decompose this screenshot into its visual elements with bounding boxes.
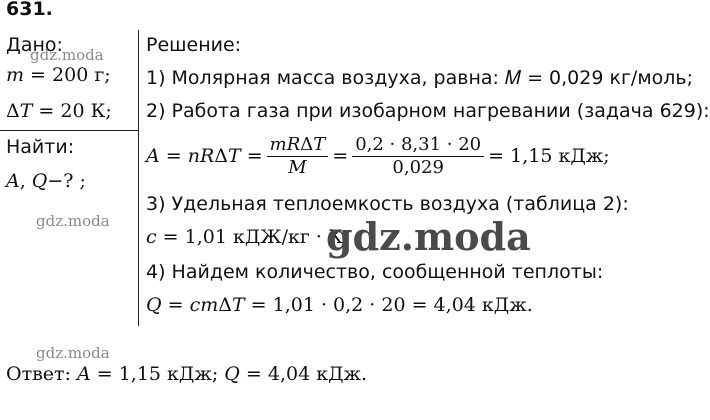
fraction-values-denominator: 0,029 bbox=[392, 156, 444, 178]
fraction-formula-denominator: 𝑀 bbox=[288, 156, 307, 178]
given-mass: 𝑚 = 200 г; bbox=[6, 64, 111, 86]
equation-work-equals: = bbox=[332, 145, 349, 167]
watermark-top: gdz.moda bbox=[30, 46, 104, 64]
equation-heat-capacity: 𝑐 = 1,01 кДЖ/кг · К; bbox=[146, 226, 350, 248]
solution-step-1: 1) Молярная масса воздуха, равна: 𝑀 = 0,029 кг/моль; bbox=[146, 67, 694, 89]
fraction-formula-numerator: 𝑚𝑅Δ𝑇 bbox=[267, 134, 329, 157]
given-heading: Дано: bbox=[6, 34, 63, 56]
fraction-formula bbox=[267, 134, 329, 179]
watermark-center: gdz.moda bbox=[326, 214, 531, 259]
equation-heat: 𝑄 = 𝑐𝑚Δ𝑇 = 1,01 · 0,2 · 20 = 4,04 кДж. bbox=[146, 294, 533, 316]
column-divider bbox=[138, 30, 139, 326]
given-delta-t: Δ𝑇 = 20 К; bbox=[6, 100, 112, 122]
solution-step-3: 3) Удельная теплоемкость воздуха (таблица 2): bbox=[146, 193, 629, 215]
fraction-values-numerator: 0,2 · 8,31 · 20 bbox=[352, 134, 484, 157]
find-target: 𝐴, 𝑄−? ; bbox=[6, 170, 86, 192]
equation-work bbox=[146, 130, 610, 182]
solution-heading: Решение: bbox=[146, 34, 242, 56]
equation-work-result: = 1,15 кДж; bbox=[488, 145, 610, 167]
find-heading: Найти: bbox=[6, 136, 75, 158]
fraction-values bbox=[352, 134, 484, 179]
solution-step-2: 2) Работа газа при изобарном нагревании (задача 629): bbox=[146, 100, 710, 122]
given-divider bbox=[0, 130, 138, 131]
watermark-bottom: gdz.moda bbox=[36, 344, 110, 362]
solution-step-4: 4) Найдем количество, сообщенной теплоты: bbox=[146, 261, 604, 283]
answer-line: Ответ: 𝐴 = 1,15 кДж; 𝑄 = 4,04 кДж. bbox=[6, 363, 368, 385]
watermark-left: gdz.moda bbox=[36, 212, 110, 230]
equation-work-lhs: 𝐴 = 𝑛𝑅Δ𝑇 = bbox=[146, 145, 263, 167]
problem-number: 631. bbox=[6, 0, 53, 20]
